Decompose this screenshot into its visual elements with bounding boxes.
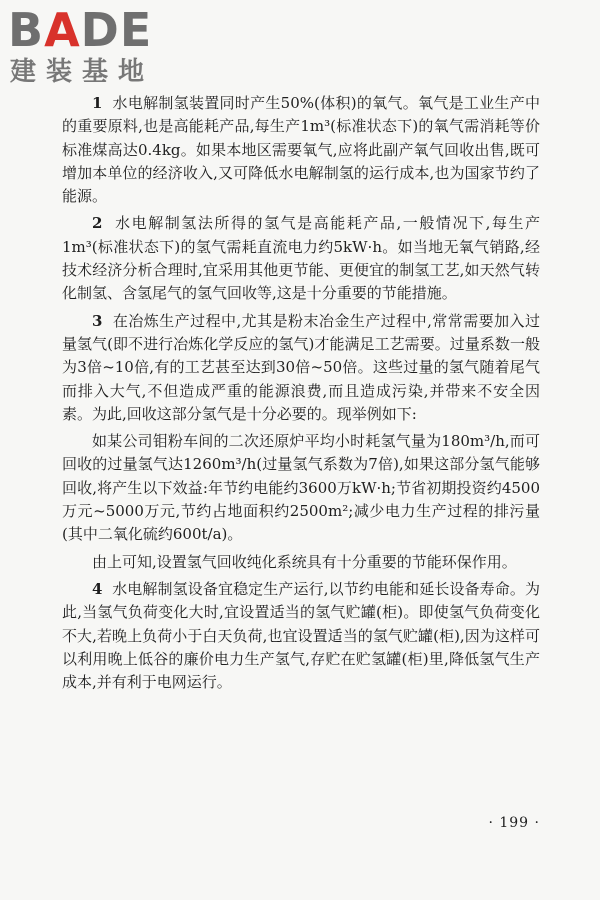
paragraph-example [62, 430, 540, 546]
clause-number: 1 [92, 94, 103, 112]
page-number: · 199 · [488, 815, 540, 831]
paragraph-2 [62, 212, 540, 305]
logo-letters-de: DE [80, 3, 153, 57]
document-body [62, 92, 540, 698]
paragraph-text: 由上可知,设置氢气回收纯化系统具有十分重要的节能环保作用。 [92, 552, 517, 571]
clause-number: 4 [92, 579, 103, 598]
paragraph-4 [62, 578, 540, 694]
paragraph-3 [62, 310, 540, 426]
paragraph-text: 水电解制氢装置同时产生50%(体积)的氧气。氧气是工业生产中的重要原料,也是高能耗产品,每生产1m³(标准状态下)的氧气需消耗等价标准煤高达0.4kg。如果本地区需要氧气,应将此副产氧气回收出售,既可增加本单位的经济收入,又可降低水电解制氢的运行成本,也为国家节约了能源。 [62, 94, 540, 206]
paragraph-1 [62, 92, 540, 208]
logo-chinese-name: 建装基地 [10, 57, 155, 87]
logo-letter-a: A [44, 3, 81, 57]
logo-letter-b: B [8, 3, 45, 57]
bade-logo [8, 5, 183, 90]
paragraph-text: 水电解制氢法所得的氢气是高能耗产品,一般情况下,每生产1m³(标准状态下)的氢气需耗直流电力约5kW·h。如当地无氧气销路,经技术经济分析合理时,宜采用其他更节能、更便宜的制氢工艺,如天然气转化制氢、含氢尾气的氢气回收等,这是十分重要的节能措施。 [62, 214, 540, 303]
clause-number: 3 [92, 311, 103, 330]
paragraph-text: 在冶炼生产过程中,尤其是粉末冶金生产过程中,常常需要加入过量氢气(即不进行冶炼化学反应的氢气)才能满足工艺需要。过量系数一般为3倍~10倍,有的工艺甚至达到30倍~50倍。这些过量的氢气随着尾气而排入大气,不但造成严重的能源浪费,而且造成污染,并带来不安全因素。为此,回收这部分氢气是十分必要的。现举例如下: [62, 311, 540, 423]
clause-number: 2 [92, 214, 103, 233]
paragraph-text: 如某公司钼粉车间的二次还原炉平均小时耗氢气量为180m³/h,而可回收的过量氢气达1260m³/h(过量氢气系数为7倍),如果这部分氢气能够回收,将产生以下效益:年节约电能约3600万kW·h;节省初期投资约4500万元~5000万元,节约占地面积约2500m²;减少电力生产过程的排污量(其中二氧化硫约600t/a)。 [62, 432, 540, 544]
paragraph-conclusion [62, 551, 540, 574]
paragraph-text: 水电解制氢设备宜稳定生产运行,以节约电能和延长设备寿命。为此,当氢气负荷变化大时,宜设置适当的氢气贮罐(柜)。即使氢气负荷变化不大,若晚上负荷小于白天负荷,也宜设置适当的氢气贮罐(柜),因为这样可以利用晚上低谷的廉价电力生产氢气,存贮在贮氢罐(柜)里,降低氢气生产成本,并有利于电网运行。 [62, 579, 540, 692]
logo-wordmark [8, 5, 152, 55]
